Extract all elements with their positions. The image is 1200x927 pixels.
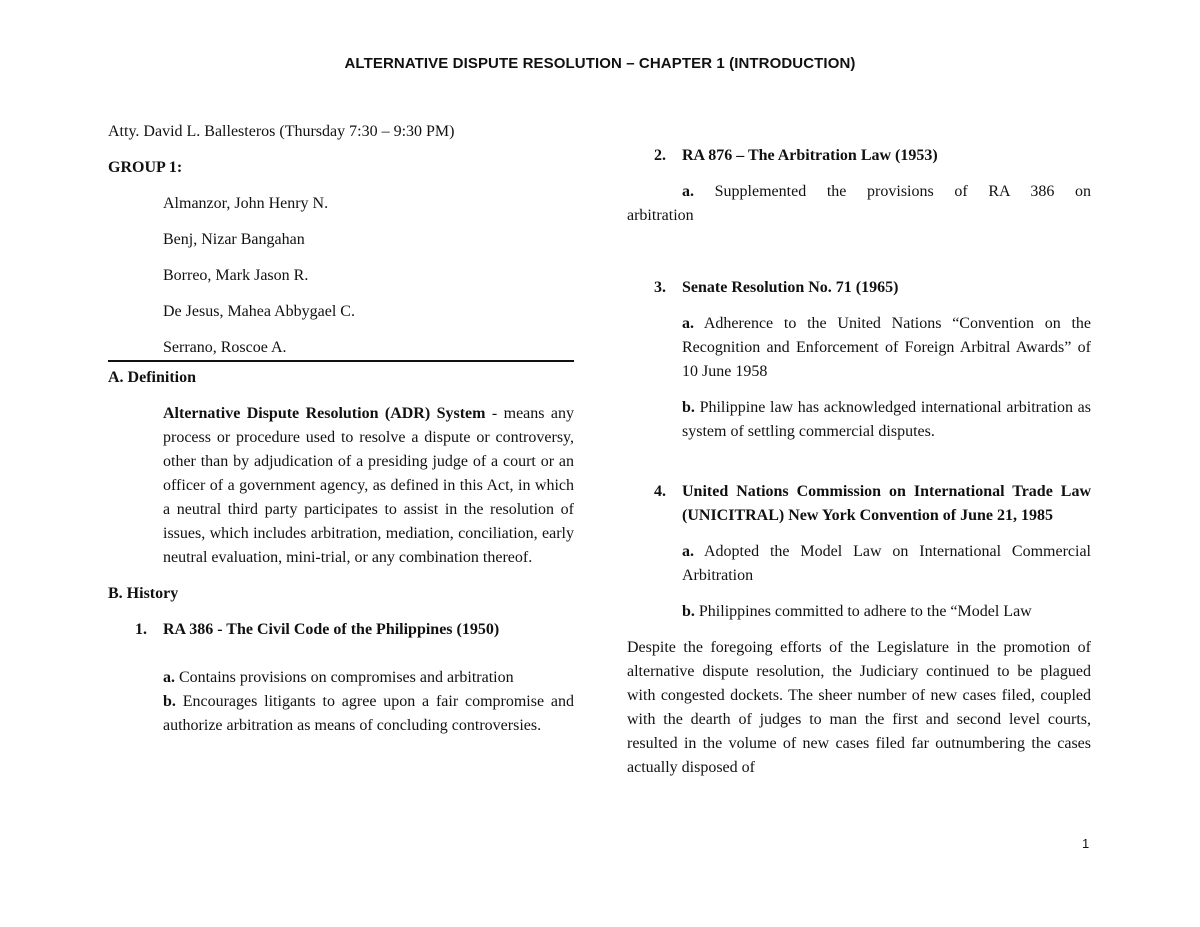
instructor-line: Atty. David L. Ballesteros (Thursday 7:30 – 9:30 PM) xyxy=(108,123,455,140)
member-name: Borreo, Mark Jason R. xyxy=(163,267,309,284)
history-item-4-a xyxy=(627,540,1091,588)
item-title: RA 386 - The Civil Code of the Philippines (1950) xyxy=(163,621,500,638)
history-item-4-b xyxy=(627,600,1091,624)
definition-body: means any process or procedure used to resolve a dispute or controversy, other than by adjudication of a presiding judge of a court or an officer of a government agency, as defined in this Act, in which a neutral third party participates to assist in the resolution of issues, which includes arbitration, mediation, conciliation, early neutral evaluation, mini-trial, or any combination thereof. xyxy=(163,405,575,566)
item-text: Philippines committed to adhere to the “Model Law xyxy=(694,603,1032,620)
history-item-2-title xyxy=(627,144,1091,168)
member-name: Serrano, Roscoe A. xyxy=(163,339,287,356)
item-label: a. xyxy=(682,183,694,200)
item-title: RA 876 – The Arbitration Law (1953) xyxy=(682,147,938,164)
member-name: Almanzor, John Henry N. xyxy=(163,195,329,212)
item-number: 4. xyxy=(654,483,666,500)
item-number: 3. xyxy=(654,279,666,296)
section-heading-definition: A. Definition xyxy=(108,369,196,386)
history-item-3-a xyxy=(627,312,1091,384)
member-name: Benj, Nizar Bangahan xyxy=(163,231,305,248)
group-label: GROUP 1: xyxy=(108,159,183,176)
item-label: b. xyxy=(682,603,695,620)
item-label: b. xyxy=(682,399,695,416)
definition-dash: - xyxy=(485,405,498,422)
history-item-1-title xyxy=(108,618,574,642)
history-item-4-title xyxy=(627,480,1091,528)
section-heading-history: B. History xyxy=(108,585,179,602)
item-title: United Nations Commission on International Trade Law (UNICITRAL) New York Convention of June 21, 1985 xyxy=(682,483,1091,524)
member-name: De Jesus, Mahea Abbygael C. xyxy=(163,303,355,320)
item-text: Supplemented the provisions of RA 386 on xyxy=(694,183,1091,200)
item-label: b. xyxy=(163,693,176,710)
item-text: Contains provisions on compromises and arbitration xyxy=(175,669,514,686)
left-column xyxy=(108,120,574,738)
item-text: Adopted the Model Law on International Commercial Arbitration xyxy=(682,543,1091,584)
history-item-2-a-continued: arbitration xyxy=(627,207,694,224)
page-title: ALTERNATIVE DISPUTE RESOLUTION – CHAPTER 1 (INTRODUCTION) xyxy=(344,55,856,72)
item-number: 2. xyxy=(654,147,666,164)
definition-paragraph xyxy=(108,402,574,570)
history-item-3-title xyxy=(627,276,1091,300)
item-label: a. xyxy=(682,543,694,560)
history-item-2-a xyxy=(627,180,1091,204)
history-item-1-a xyxy=(108,666,574,690)
item-label: a. xyxy=(163,669,175,686)
history-item-1-b xyxy=(108,690,574,738)
item-label: a. xyxy=(682,315,694,332)
item-text: Adherence to the United Nations “Convention on the Recognition and Enforcement of Foreign Arbitral Awards” of 10 June 1958 xyxy=(682,315,1091,380)
item-text: Encourages litigants to agree upon a fair compromise and authorize arbitration as means of concluding controversies. xyxy=(163,693,574,734)
right-column xyxy=(627,144,1091,780)
item-text: Philippine law has acknowledged international arbitration as system of settling commercial disputes. xyxy=(682,399,1091,440)
item-title: Senate Resolution No. 71 (1965) xyxy=(682,279,899,296)
closing-paragraph: Despite the foregoing efforts of the Legislature in the promotion of alternative dispute resolution, the Judiciary continued to be plagued with congested dockets. The sheer number of new cases filed, coupled with the dearth of judges to man the first and second level courts, resulted in the volume of new cases filed far outnumbering the cases actually disposed of xyxy=(627,639,1091,776)
page-number: 1 xyxy=(1082,836,1090,851)
section-divider xyxy=(108,360,574,362)
history-item-3-b xyxy=(627,396,1091,444)
item-number: 1. xyxy=(135,621,147,638)
definition-term: Alternative Dispute Resolution (ADR) System xyxy=(163,405,486,422)
